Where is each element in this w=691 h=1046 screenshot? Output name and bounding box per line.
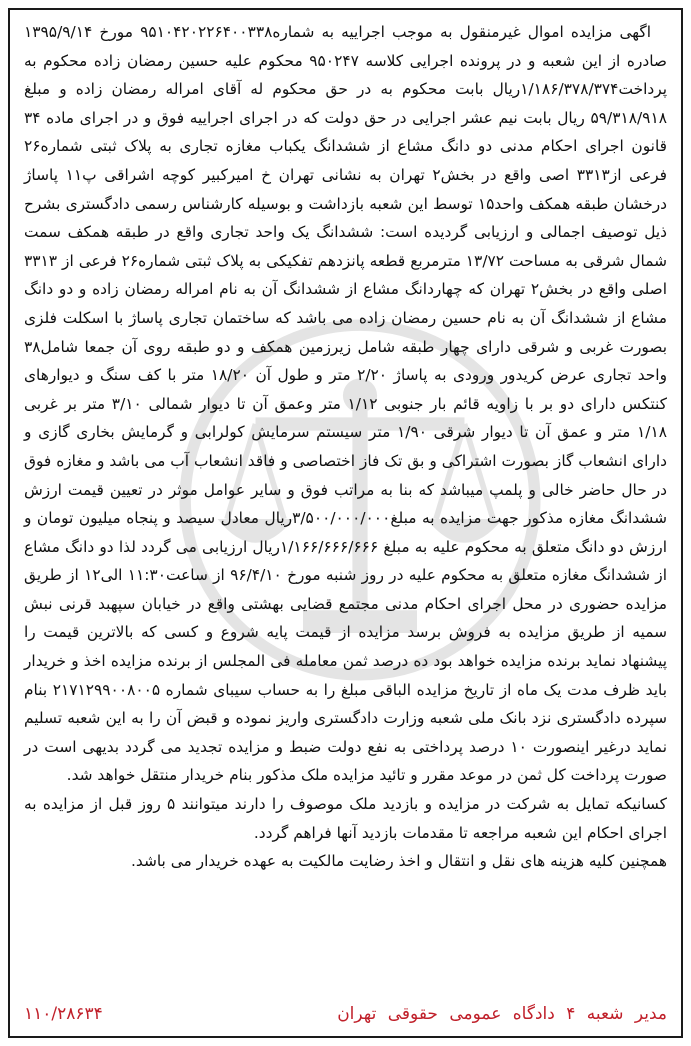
reference-code: ۱۱۰/۲۸۶۳۴	[24, 1004, 103, 1024]
notice-main-paragraph: اگهی مزایده اموال غیرمنقول به موجب اجراییه به شماره۹۵۱۰۴۲۰۲۲۶۴۰۰۳۳۸ مورخ ۱۳۹۵/۹/۱۴ صادره از این شعبه و در پرونده اجرایی کلاسه ۹۵۰۲۴۷ محکوم علیه حسین رمضان زاده محکوم به پرداخت۱/۱۸۶/۳۷۸/۳۷۴ریال بابت محکوم به در حق محکوم له آقای امراله رمضان زاده و مبلغ ۵۹/۳۱۸/۹۱۸ ریال بابت نیم عشر اجرایی در حق دولت که در اجرای اجراییه فوق و در اجرای ماده ۳۴ قانون اجرای احکام مدنی دو دانگ مشاع از ششدانگ یکباب مغازه تجاری به پلاک ثبتی شماره۲۶ فرعی از۳۳۱۳ اصی واقع در بخش۲ تهران به نشانی تهران خ امیرکبیر کوچه اشراقی پ۱۱ پاساژ درخشان طبقه همکف واحد۱۵ توسط این شعبه بازداشت و بوسیله کارشناس رسمی دادگستری بشرح ذیل توصیف اجمالی و ارزیابی گردیده است: ششدانگ یک واحد تجاری واقع در طبقه همکف سمت شمال شرقی به مساحت ۱۳/۷۲ مترمربع قطعه پانزدهم تفکیکی به پلاک ثبتی شماره۲۶ فرعی از ۳۳۱۳ اصلی واقع در بخش۲ تهران که چهاردانگ مشاع از ششدانگ آن به نام امراله رمضان زاده و دو دانگ مشاع از ششدانگ آن به نام حسین رمضان زاده می باشد که ساختمان تجاری پاساژ با اسکلت فلزی بصورت غربی و شرقی دارای چهار طبقه شامل زیرزمین همکف و دو طبقه روی آن جمعا شامل۳۸ واحد تجاری عرض کریدور ورودی به پاساژ ۲/۲۰ متر و طول آن ۱۸/۲۰ متر با کف سنگ و دیوارهای کنتکس دارای دو بر با زاویه قائم بار جنوبی ۱/۱۲ متر وعمق آن تا دیوار شمالی ۳/۱۰ متر بر غربی ۱/۱۸ متر و عمق آن تا دیوار شرقی ۱/۹۰ متر سیستم سرمایش کولرابی و گرمایش بخاری گازی و دارای انشعاب گاز بصورت اشتراکی و بق تک فاز اختصاصی و فاقد انشعاب آب می باشد و مغازه فوق در حال حاضر خالی و پلمپ میباشد که بنا به مراتب فوق و سایر عوامل موثر در تعیین قیمت ارزش ششدانگ مغازه مذکور جهت مزایده به مبلغ۳/۵۰۰/۰۰۰/۰۰۰ریال معادل سیصد و پنجاه میلیون تومان و ارزش دو دانگ متعلق به محکوم علیه به مبلغ ۱/۱۶۶/۶۶۶/۶۶۶ریال ارزیابی می گردد لذا دو دانگ مشاع از ششدانگ مغازه متعلق به محکوم علیه در روز شنبه مورخ ۹۶/۴/۱۰ از ساعت۱۱:۳۰ الی۱۲ از طریق مزایده حضوری در محل اجرای احکام مدنی مجتمع قضایی بهشتی واقع در خیابان سپهبد قرنی نبش سمیه از طریق مزایده به فروش برسد مزایده از قیمت پایه شروع و کسی که بالاترین قیمت را پیشنهاد نماید برنده مزایده خواهد بود ده درصد ثمن معامله فی المجلس از برنده مزایده اخذ و خریدار باید ظرف مدت یک ماه از تاریخ مزایده الباقی مبلغ را به حساب سیبای شماره ۲۱۷۱۲۹۹۰۰۸۰۰۵ بنام سپرده دادگستری نزد بانک ملی شعبه وزارت دادگستری واریز نموده و قبض آن را به این شعبه تسلیم نماید درغیر اینصورت ۱۰ درصد پرداختی به نفع دولت ضبط و مزایده تجدید می گردد بدیهی است در صورت پرداخت کل ثمن در موعد مقرر و تائید مزایده ملک مذکور بنام خریدار منتقل خواهد شد.	[24, 23, 668, 785]
auction-notice	[8, 8, 683, 1038]
notice-costs-paragraph: همچنین کلیه هزینه های نقل و انتقال و اخذ رضایت مالکیت به عهده خریدار می باشد.	[130, 852, 667, 871]
signature-line: مدیر شعبه ۴ دادگاه عمومی حقوقی تهران	[337, 1004, 667, 1024]
notice-footer	[24, 998, 667, 1030]
notice-visit-paragraph: کسانیکه تمایل به شرکت در مزایده و بازدید ملک موصوف را دارند میتوانند ۵ روز قبل از مزایده به اجرای احکام این شعبه مراجعه تا مقدمات بازدید آنها فراهم گردد.	[24, 795, 667, 842]
notice-body	[24, 18, 667, 876]
